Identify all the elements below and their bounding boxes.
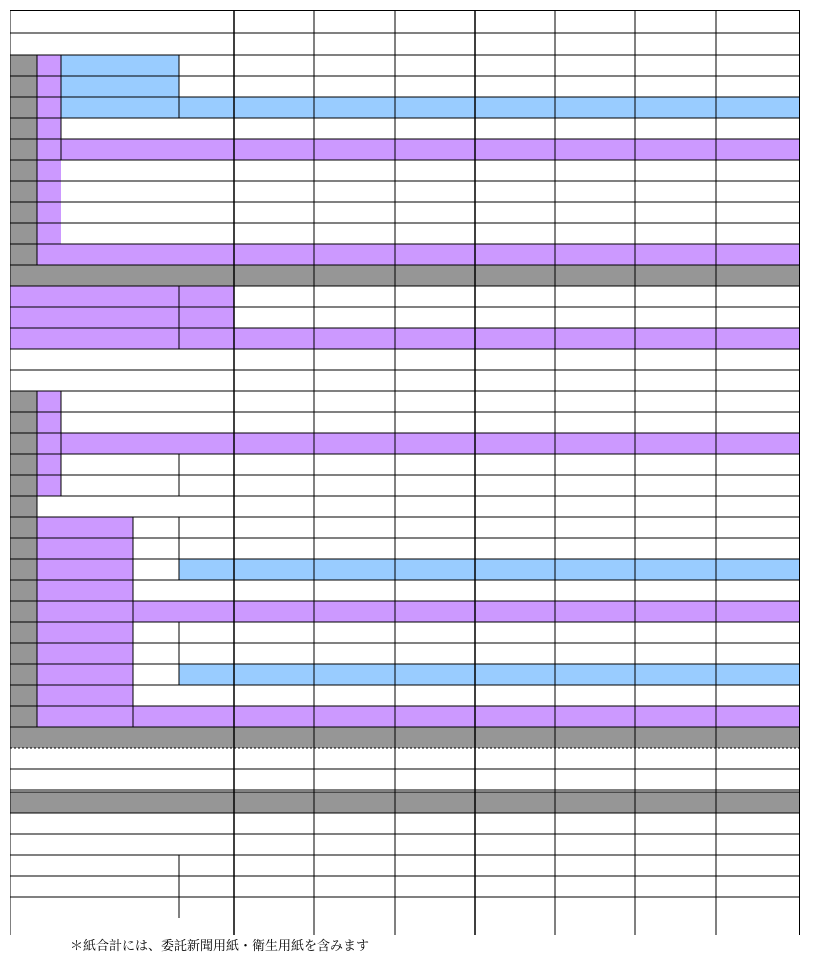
paper-statistics-table — [10, 10, 800, 935]
table-grid — [10, 10, 800, 935]
footnote: ＊紙合計には、委託新聞用紙・衛生用紙を含みます — [70, 939, 370, 954]
